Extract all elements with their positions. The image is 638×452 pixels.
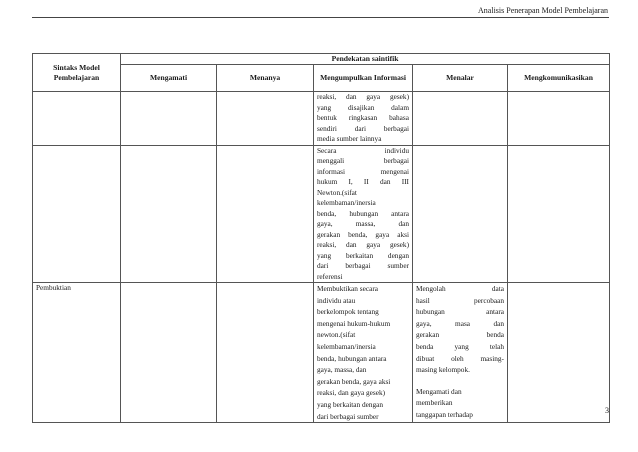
text-line: yang disajikan dalam: [317, 102, 409, 112]
cell-menanya: [217, 283, 314, 423]
cell-menalar: [413, 92, 508, 146]
cell-mengkomunikasikan: [508, 283, 610, 423]
header-mengamati: Mengamati: [121, 65, 217, 92]
cell-mengumpulkan: [314, 145, 413, 283]
text-line: bentuk ringkasan bahasa: [317, 113, 409, 122]
header-divider: [32, 17, 609, 18]
header-sintaks-model: Sintaks Model Pembelajaran: [33, 54, 121, 92]
cell-menalar: [413, 145, 508, 283]
header-mengkomunikasikan: Mengkomunikasikan: [508, 65, 610, 92]
text-line: gerakan benda: [416, 330, 504, 340]
text-line: informasi mengenai: [317, 166, 409, 176]
text-line: reaksi, dan gaya gesek): [317, 388, 386, 398]
cell-menanya: [217, 145, 314, 283]
cell-mengamati: [121, 283, 217, 423]
text-line: benda, hubungan antara: [317, 208, 409, 218]
paragraph-gap: [416, 376, 504, 386]
text-line: memberikan: [416, 398, 453, 408]
text-line: dibuat oleh masing-: [416, 353, 504, 363]
cell-mengumpulkan: [314, 92, 413, 146]
cell-sintaks: [33, 145, 121, 283]
cell-menalar: [413, 283, 508, 423]
table-row: [33, 283, 610, 423]
text-line: gerakan benda, gaya aksi: [317, 229, 409, 239]
text-line: sendiri dari berbagai: [317, 123, 409, 133]
cell-mengamati: [121, 145, 217, 283]
text-line: gerakan benda, gaya aksi: [317, 376, 391, 386]
learning-model-table: [32, 53, 610, 423]
text-line: dari berbagai sumber: [317, 261, 409, 270]
text-line: dari berbagai sumber: [317, 411, 379, 421]
text-line: individu atau: [317, 295, 356, 305]
text-line: Secara individu: [317, 145, 409, 155]
text-line: menggali berbagai: [317, 156, 409, 165]
header-menanya: Menanya: [217, 65, 314, 92]
text-line: benda, hubungan antara: [317, 353, 387, 363]
cell-sintaks: [33, 92, 121, 146]
text-line: tanggapan terhadap: [416, 409, 473, 419]
text-line: gaya, massa, dan: [317, 219, 409, 228]
text-line: Membuktikan secara: [317, 284, 378, 293]
text-line: berkelompok tentang: [317, 307, 379, 317]
cell-sintaks: Pembuktian: [33, 283, 121, 423]
text-line: yang berkaitan dengan: [317, 399, 384, 409]
table-row: [33, 145, 610, 283]
text-line: hubungan antara: [416, 307, 504, 317]
cell-mengamati: [121, 92, 217, 146]
page-number: 3: [605, 406, 609, 415]
text-line: reaksi, dan gaya gesek): [317, 92, 409, 101]
cell-mengkomunikasikan: [508, 92, 610, 146]
text-line: mengenai hukum-hukum: [317, 318, 391, 328]
text-line: kelembaman/inersia: [317, 198, 376, 207]
text-line: masing kelompok.: [416, 365, 470, 375]
text-line: Mengolah data: [416, 284, 504, 293]
header-pendekatan-saintifik: Pendekatan saintifik: [121, 54, 610, 65]
text-line: hukum I, II dan III: [317, 177, 409, 186]
text-line: media sumber lainnya: [317, 134, 382, 143]
header-menalar: Menalar: [413, 65, 508, 92]
text-line: Mengamati dan: [416, 386, 462, 396]
text-line: Newton.(sifat: [317, 187, 357, 197]
cell-mengkomunikasikan: [508, 145, 610, 283]
text-line: gaya, masa dan: [416, 318, 504, 328]
text-line: hasil percobaan: [416, 295, 504, 305]
cell-menanya: [217, 92, 314, 146]
cell-mengumpulkan: [314, 283, 413, 423]
running-header-title: Analisis Penerapan Model Pembelajaran: [478, 6, 608, 15]
header-mengumpulkan-informasi: Mengumpulkan Informasi: [314, 65, 413, 92]
text-line: kelembaman/inersia: [317, 341, 376, 351]
table-row: [33, 92, 610, 146]
text-line: referensi: [317, 271, 343, 281]
text-line: newton.(sifat: [317, 330, 356, 340]
text-line: reaksi, dan gaya gesek): [317, 240, 409, 249]
text-line: benda yang telah: [416, 341, 504, 351]
text-line: gaya, massa, dan: [317, 365, 367, 375]
text-line: yang berkaitan dengan: [317, 250, 409, 260]
